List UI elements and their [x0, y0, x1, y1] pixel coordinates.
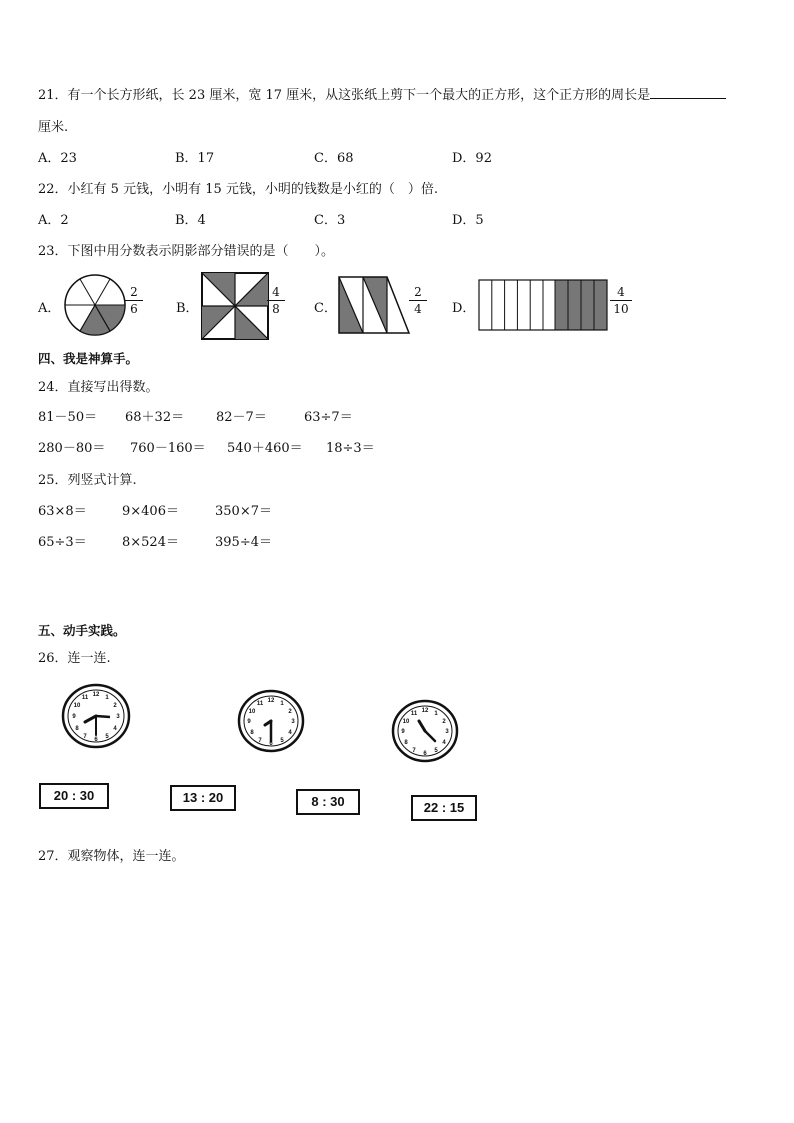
q22-text: 22．小红有 5 元钱，小明有 15 元钱，小明的钱数是小红的（ ）倍.: [38, 182, 439, 197]
svg-text:8: 8: [404, 740, 408, 746]
time-card-4[interactable]: 22 : 15: [411, 795, 477, 821]
clock-icon: [61, 683, 131, 749]
fraction-bar: [125, 300, 143, 301]
circle-sixths-figure: [63, 273, 127, 337]
calc-item: 63÷7＝: [304, 410, 353, 425]
svg-text:8: 8: [250, 730, 254, 736]
svg-text:5: 5: [280, 738, 284, 744]
q23-option-b[interactable]: B．: [176, 301, 199, 316]
svg-text:10: 10: [248, 709, 256, 715]
svg-text:7: 7: [83, 734, 87, 740]
fraction-bar: [409, 300, 427, 301]
q26-text: 26．连一连.: [38, 651, 111, 666]
clock-icon: [391, 699, 459, 763]
svg-text:5: 5: [434, 748, 438, 754]
svg-text:6: 6: [94, 737, 98, 743]
svg-text:11: 11: [410, 711, 418, 717]
q22-option-c[interactable]: C．3: [314, 213, 346, 228]
q21-option-d[interactable]: D．92: [452, 151, 492, 166]
q21-option-a[interactable]: A．23: [38, 151, 77, 166]
svg-text:4: 4: [113, 726, 117, 732]
fraction-bar: [610, 300, 632, 301]
svg-text:8: 8: [75, 726, 79, 732]
svg-text:2: 2: [113, 703, 117, 709]
calc-item: 350×7＝: [215, 504, 272, 519]
q25-text: 25．列竖式计算.: [38, 473, 137, 488]
q21-text: [38, 84, 726, 103]
fraction-b-den: 8: [272, 302, 280, 316]
q23-option-c[interactable]: C．: [314, 301, 337, 316]
svg-text:12: 12: [92, 692, 100, 698]
calc-item: 9×406＝: [122, 504, 179, 519]
svg-text:11: 11: [256, 701, 264, 707]
fraction-c-den: 4: [414, 302, 422, 316]
svg-text:11: 11: [81, 695, 89, 701]
answer-blank[interactable]: [650, 86, 726, 99]
svg-text:9: 9: [401, 729, 405, 735]
calc-item: 82－7＝: [216, 410, 267, 425]
time-card-3[interactable]: 8 : 30: [296, 789, 360, 815]
svg-text:10: 10: [402, 719, 410, 725]
q22-option-b[interactable]: B．4: [175, 213, 206, 228]
calc-item: 18÷3＝: [326, 441, 375, 456]
calc-item: 81－50＝: [38, 410, 98, 425]
svg-text:6: 6: [423, 751, 427, 757]
fraction-d-num: 4: [617, 285, 625, 299]
fraction-a-num: 2: [130, 285, 138, 299]
fraction-b-num: 4: [272, 285, 280, 299]
calc-item: 68＋32＝: [125, 410, 185, 425]
svg-text:3: 3: [291, 719, 295, 725]
q22-option-a[interactable]: A．2: [38, 213, 69, 228]
q27-text: 27．观察物体，连一连。: [38, 849, 185, 864]
q23-option-d[interactable]: D．: [452, 301, 476, 316]
svg-text:4: 4: [442, 740, 446, 746]
time-card-2[interactable]: 13 : 20: [170, 785, 236, 811]
time-card-1[interactable]: 20 : 30: [39, 783, 109, 809]
fraction-c: [407, 285, 429, 316]
svg-text:12: 12: [421, 708, 429, 714]
rectangle-tenths-figure: [478, 279, 608, 331]
calc-item: 65÷3＝: [38, 535, 87, 550]
calc-item: 540＋460＝: [227, 441, 303, 456]
svg-text:5: 5: [105, 734, 109, 740]
fraction-bar: [267, 300, 285, 301]
svg-text:7: 7: [258, 738, 262, 744]
svg-text:7: 7: [412, 748, 416, 754]
svg-text:4: 4: [288, 730, 292, 736]
fraction-a-den: 6: [130, 302, 138, 316]
fraction-d: [608, 285, 634, 316]
calc-item: 760－160＝: [130, 441, 206, 456]
section-5-title: 五、动手实践。: [38, 623, 126, 638]
q21-option-b[interactable]: B．17: [175, 151, 215, 166]
q22-option-d[interactable]: D．5: [452, 213, 484, 228]
svg-text:2: 2: [442, 719, 446, 725]
q23-text: 23．下图中用分数表示阴影部分错误的是（ ）。: [38, 244, 335, 259]
svg-text:1: 1: [280, 701, 284, 707]
fraction-a: [123, 285, 145, 316]
q21-tail: 厘米.: [38, 120, 69, 135]
fraction-c-num: 2: [414, 285, 422, 299]
svg-text:10: 10: [73, 703, 81, 709]
fraction-b: [265, 285, 287, 316]
svg-text:9: 9: [247, 719, 251, 725]
svg-text:3: 3: [116, 714, 120, 720]
svg-text:9: 9: [72, 714, 76, 720]
square-eighths-figure: [201, 272, 269, 340]
calc-item: 8×524＝: [122, 535, 179, 550]
parallelogram-figure: [337, 275, 411, 335]
svg-text:1: 1: [105, 695, 109, 701]
section-4-title: 四、我是神算手。: [38, 351, 139, 366]
q21-stem: 21．有一个长方形纸，长 23 厘米，宽 17 厘米，从这张纸上剪下一个最大的正方形，这个正方形的周长是: [38, 88, 651, 103]
q23-option-a[interactable]: A．: [38, 301, 61, 316]
clock-icon: [237, 689, 305, 753]
q21-option-c[interactable]: C．68: [314, 151, 354, 166]
q24-text: 24．直接写出得数。: [38, 380, 159, 395]
calc-item: 280－80＝: [38, 441, 106, 456]
svg-text:1: 1: [434, 711, 438, 717]
svg-text:2: 2: [288, 709, 292, 715]
calc-item: 63×8＝: [38, 504, 87, 519]
svg-text:12: 12: [267, 698, 275, 704]
svg-text:6: 6: [269, 741, 273, 747]
svg-text:3: 3: [445, 729, 449, 735]
fraction-d-den: 10: [613, 302, 629, 316]
calc-item: 395÷4＝: [215, 535, 272, 550]
